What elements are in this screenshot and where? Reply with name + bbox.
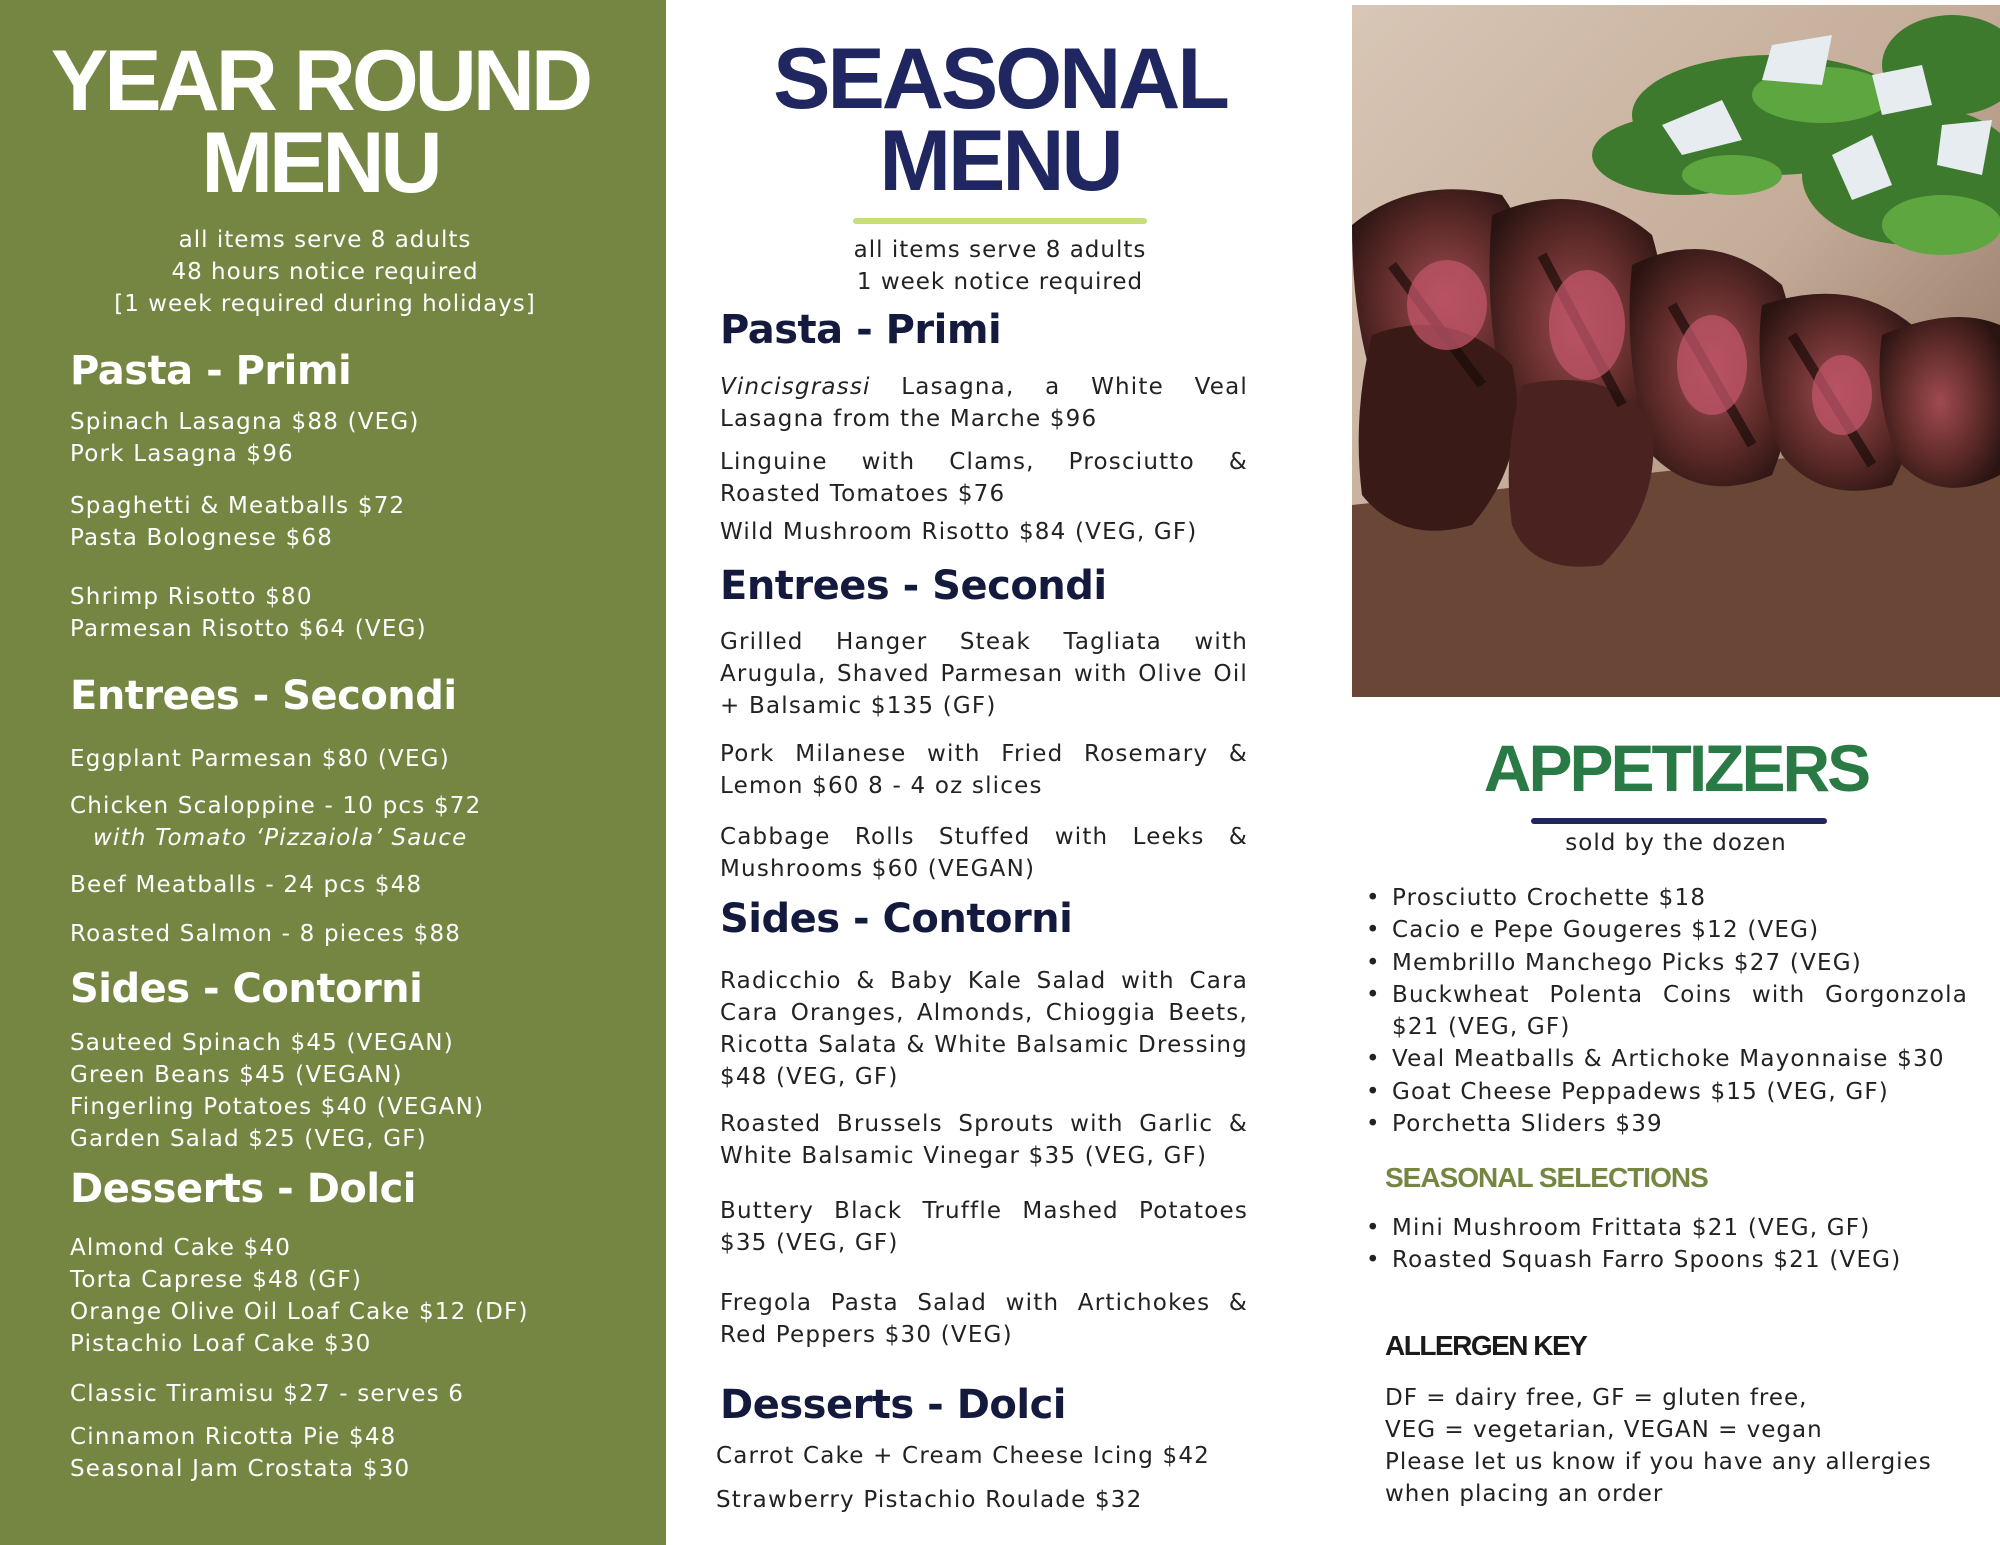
bullet-icon: • [1366,917,1381,944]
list-item-text: Goat Cheese Peppadews $15 (VEG, GF) [1392,1078,1889,1105]
menu-item: Green Beans $45 (VEGAN) [70,1062,403,1088]
menu-item-note: with Tomato ‘Pizzaiola’ Sauce [93,825,468,851]
bullet-icon: • [1366,1247,1381,1274]
menu-item: Garden Salad $25 (VEG, GF) [70,1126,427,1152]
seasonal-title [700,31,1300,209]
yr-desserts-heading: Desserts - Dolci [70,1166,417,1212]
allergen-heading: ALLERGEN KEY [1385,1330,1587,1361]
list-item [1366,1076,1968,1108]
menu-item: Parmesan Risotto $64 (VEG) [70,616,427,642]
list-item-text: Roasted Squash Farro Spoons $21 (VEG) [1392,1247,1902,1274]
list-item [1366,882,1968,914]
bullet-icon: • [1366,1111,1381,1138]
list-item-text: Membrillo Manchego Picks $27 (VEG) [1392,949,1862,976]
list-item-text: Mini Mushroom Frittata $21 (VEG, GF) [1392,1215,1871,1241]
seasonal-title-line1: SEASONAL [773,31,1227,127]
list-item-text: Buckwheat Polenta Coins with Gorgonzola $21 (VEG, GF) [1392,981,1968,1041]
menu-item: Pistachio Loaf Cake $30 [70,1331,372,1357]
appetizers-divider [1531,818,1827,824]
menu-item-desc: Lasagna, a White Veal Lasagna from the Marche $96 [720,374,1248,432]
list-item [1366,1108,1968,1140]
year-round-title [0,33,640,211]
allergen-line: DF = dairy free, GF = gluten free, [1385,1385,1808,1411]
menu-item: Torta Caprese $48 (GF) [70,1267,363,1293]
menu-item: Fingerling Potatoes $40 (VEGAN) [70,1094,485,1120]
menu-item: Chicken Scaloppine - 10 pcs $72 [70,793,482,819]
menu-item: Strawberry Pistachio Roulade $32 [716,1487,1143,1513]
note-line: [1 week required during holidays] [114,291,536,317]
year-round-title-line1: YEAR ROUND [50,33,590,129]
appetizers-title: APPETIZERS [1483,731,1869,805]
seasonal-desserts-heading: Desserts - Dolci [720,1382,1067,1428]
bullet-icon: • [1366,1046,1381,1073]
year-round-panel [0,0,666,1545]
list-item [1366,947,1968,979]
appetizer-list [1366,882,1968,1140]
menu-item: Almond Cake $40 [70,1235,292,1261]
menu-item: Spinach Lasagna $88 (VEG) [70,409,420,435]
bullet-icon: • [1366,949,1381,976]
list-item [1366,914,1968,946]
allergen-line: Please let us know if you have any allergies [1385,1449,1932,1475]
seasonal-entrees-heading: Entrees - Secondi [720,563,1107,609]
seasonal-pasta-heading: Pasta - Primi [720,307,1002,353]
yr-sides-heading: Sides - Contorni [70,966,423,1012]
year-round-note [0,224,650,320]
seasonal-note [700,234,1300,298]
seasonal-title-line2: MENU [879,113,1121,209]
seasonal-divider [853,218,1147,224]
yr-pasta-heading: Pasta - Primi [70,348,352,394]
list-item [1366,979,1968,1044]
menu-item: Shrimp Risotto $80 [70,584,313,610]
menu-item: Cinnamon Ricotta Pie $48 [70,1424,397,1450]
bullet-icon: • [1366,1078,1381,1105]
list-item-text: Prosciutto Crochette $18 [1392,885,1707,911]
appetizers-note: sold by the dozen [1565,830,1787,856]
bullet-icon: • [1366,981,1381,1008]
yr-entrees-heading: Entrees - Secondi [70,673,457,719]
menu-item: Orange Olive Oil Loaf Cake $12 (DF) [70,1299,529,1325]
menu-item [720,371,1248,435]
seasonal-selections-heading: SEASONAL SELECTIONS [1385,1162,1708,1193]
list-item [1366,1212,1968,1244]
note-line: 1 week notice required [856,269,1144,295]
seasonal-sides-heading: Sides - Contorni [720,896,1073,942]
menu-item: Sauteed Spinach $45 (VEGAN) [70,1030,454,1056]
bullet-icon: • [1366,1215,1381,1241]
menu-item: Classic Tiramisu $27 - serves 6 [70,1381,465,1407]
allergen-line: VEG = vegetarian, VEGAN = vegan [1385,1417,1823,1443]
menu-item: Eggplant Parmesan $80 (VEG) [70,746,450,772]
note-line: 48 hours notice required [171,259,479,285]
menu-item: Grilled Hanger Steak Tagliata with Arugula, Shaved Parmesan with Olive Oil + Balsamic $135 (GF) [720,629,1248,719]
steak-arugula-photo [1352,5,2000,697]
note-line: all items serve 8 adults [853,237,1147,263]
menu-item: Fregola Pasta Salad with Artichokes & Red Peppers $30 (VEG) [720,1290,1248,1348]
menu-item: Spaghetti & Meatballs $72 [70,493,406,519]
list-item-text: Porchetta Sliders $39 [1392,1111,1663,1138]
menu-item: Pasta Bolognese $68 [70,525,334,551]
list-item [1366,1244,1968,1276]
menu-item: Roasted Brussels Sprouts with Garlic & White Balsamic Vinegar $35 (VEG, GF) [720,1111,1248,1169]
menu-item: Seasonal Jam Crostata $30 [70,1456,411,1482]
note-line: all items serve 8 adults [178,227,472,253]
menu-item: Wild Mushroom Risotto $84 (VEG, GF) [720,519,1198,545]
list-item-text: Veal Meatballs & Artichoke Mayonnaise $30 [1392,1046,1945,1073]
menu-item: Pork Milanese with Fried Rosemary & Lemon $60 8 - 4 oz slices [720,741,1248,799]
year-round-title-line2: MENU [201,115,439,211]
seasonal-selections-list [1366,1212,1968,1277]
bullet-icon: • [1366,885,1381,911]
menu-item: Pork Lasagna $96 [70,441,294,467]
menu-item: Roasted Salmon - 8 pieces $88 [70,921,462,947]
menu-item-italic-name: Vincisgrassi [720,374,871,400]
menu-item: Buttery Black Truffle Mashed Potatoes $35 (VEG, GF) [720,1198,1248,1256]
allergen-line: when placing an order [1385,1481,1664,1507]
list-item [1366,1043,1968,1075]
list-item-text: Cacio e Pepe Gougeres $12 (VEG) [1392,917,1820,944]
menu-item: Carrot Cake + Cream Cheese Icing $42 [716,1443,1211,1469]
menu-item: Beef Meatballs - 24 pcs $48 [70,872,423,898]
menu-item: Cabbage Rolls Stuffed with Leeks & Mushrooms $60 (VEGAN) [720,824,1248,882]
menu-item: Linguine with Clams, Prosciutto & Roasted Tomatoes $76 [720,449,1248,507]
allergen-text [1385,1382,1932,1510]
menu-item: Radicchio & Baby Kale Salad with Cara Cara Oranges, Almonds, Chioggia Beets, Ricotta Salata & White Balsamic Dressing $48 (VEG, GF) [720,968,1248,1090]
